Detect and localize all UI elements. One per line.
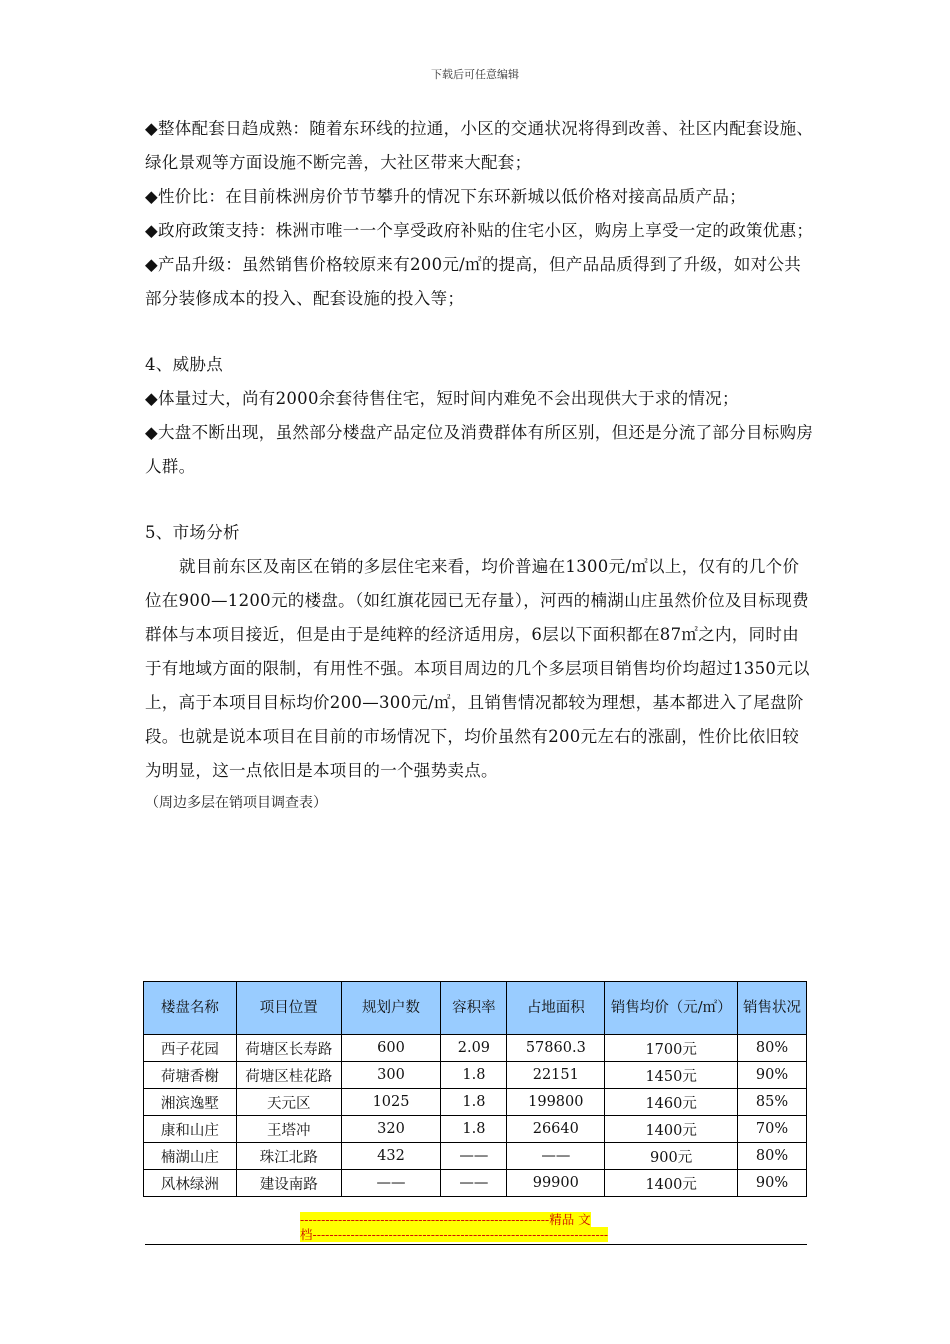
page-header: 下载后可任意编辑: [431, 68, 519, 81]
table-cell: 珠江北路: [236, 1143, 341, 1170]
table-cell: 1400元: [605, 1170, 738, 1197]
table-cell: 西子花园: [144, 1035, 237, 1062]
spacer: [145, 484, 815, 516]
table-row: [144, 1116, 807, 1143]
table-row: [144, 1035, 807, 1062]
table-row: [144, 1062, 807, 1089]
table-cell: 90%: [738, 1062, 807, 1089]
table-cell: 王塔冲: [236, 1116, 341, 1143]
table-cell: 1450元: [605, 1062, 738, 1089]
document-body: [145, 112, 815, 816]
table-cell: ——: [507, 1143, 605, 1170]
column-header-name: 楼盘名称: [144, 982, 237, 1035]
table-row: [144, 1089, 807, 1116]
table-cell: 80%: [738, 1143, 807, 1170]
table-cell: 90%: [738, 1170, 807, 1197]
table-cell: 320: [341, 1116, 441, 1143]
table-row: [144, 1170, 807, 1197]
table-cell: 26640: [507, 1116, 605, 1143]
table-cell: 1400元: [605, 1116, 738, 1143]
table-cell: 1460元: [605, 1089, 738, 1116]
table-cell: 900元: [605, 1143, 738, 1170]
table-cell: 70%: [738, 1116, 807, 1143]
table-cell: 建设南路: [236, 1170, 341, 1197]
column-header-avg-price: 销售均价（元/㎡）: [605, 982, 738, 1035]
spacer: [145, 316, 815, 348]
column-header-location: 项目位置: [236, 982, 341, 1035]
table-cell: 199800: [507, 1089, 605, 1116]
table-cell: 康和山庄: [144, 1116, 237, 1143]
table-cell: 2.09: [441, 1035, 507, 1062]
table-caption: （周边多层在销项目调查表）: [145, 795, 327, 811]
table-cell: 600: [341, 1035, 441, 1062]
table-cell: 湘滨逸墅: [144, 1089, 237, 1116]
table-cell: 85%: [738, 1089, 807, 1116]
table-cell: ——: [441, 1170, 507, 1197]
footer-note-line2: 档----------------------------------------------------------------------: [300, 1227, 609, 1242]
table-cell: 80%: [738, 1035, 807, 1062]
table-cell: 57860.3: [507, 1035, 605, 1062]
table-cell: 楠湖山庄: [144, 1143, 237, 1170]
survey-table: [143, 981, 807, 1197]
table-header-row: [144, 982, 807, 1035]
table-cell: ——: [441, 1143, 507, 1170]
column-header-households: 规划户数: [341, 982, 441, 1035]
paragraph-policy-support: ◆政府政策支持：株洲市唯一一个享受政府补贴的住宅小区，购房上享受一定的政策优惠；: [145, 221, 814, 240]
table-cell: 荷塘区桂花路: [236, 1062, 341, 1089]
table-cell: 22151: [507, 1062, 605, 1089]
table-cell: 天元区: [236, 1089, 341, 1116]
section-heading-threats: 4、威胁点: [145, 355, 223, 374]
table-cell: 99900: [507, 1170, 605, 1197]
table-cell: 300: [341, 1062, 441, 1089]
table-row: [144, 1143, 807, 1170]
table-cell: 1025: [341, 1089, 441, 1116]
table-cell: 荷塘香榭: [144, 1062, 237, 1089]
table-cell: 1700元: [605, 1035, 738, 1062]
column-header-sales-status: 销售状况: [738, 982, 807, 1035]
market-analysis-text: 就目前东区及南区在销的多层住宅来看，均价普遍在1300元/㎡以上，仅有的几个价位在900—1200元的楼盘。（如红旗花园已无存量），河西的楠湖山庄虽然价位及目标现费群体与本项目接近，但是由于是纯粹的经济适用房，6层以下面积都在87㎡之内，同时由于有地域方面的限制，有用性不强。本项目周边的几个多层项目销售均价均超过1350元以上，高于本项目目标均价200—300元/㎡，且销售情况都较为理想，基本都进入了尾盘阶段。也就是说本项目在目前的市场情况下，均价虽然有200元左右的涨副，性价比依旧较为明显，这一点依旧是本项目的一个强势卖点。: [145, 557, 810, 780]
column-header-land-area: 占地面积: [507, 982, 605, 1035]
paragraph-supporting-facilities: ◆整体配套日趋成熟：随着东环线的拉通，小区的交通状况将得到改善、社区内配套设施、绿化景观等方面设施不断完善，大社区带来大配套；: [145, 119, 814, 172]
table-cell: 1.8: [441, 1062, 507, 1089]
footer-divider: [145, 1244, 807, 1245]
table-cell: 432: [341, 1143, 441, 1170]
table-cell: 荷塘区长寿路: [236, 1035, 341, 1062]
table-cell: 1.8: [441, 1116, 507, 1143]
column-header-plot-ratio: 容积率: [441, 982, 507, 1035]
section-heading-market: 5、市场分析: [145, 523, 240, 542]
footer-watermark-note: [300, 1212, 650, 1242]
paragraph-value-for-money: ◆性价比：在目前株洲房价节节攀升的情况下东环新城以低价格对接高品质产品；: [145, 187, 746, 206]
paragraph-product-upgrade: ◆产品升级：虽然销售价格较原来有200元/㎡的提高，但产品品质得到了升级，如对公共部分装修成本的投入、配套设施的投入等；: [145, 255, 802, 308]
threat-item: ◆体量过大，尚有2000余套待售住宅，短时间内难免不会出现供大于求的情况；: [145, 389, 739, 408]
table-cell: ——: [341, 1170, 441, 1197]
footer-note-line1: -----------------------------------------------------------精品 文: [300, 1212, 591, 1227]
table-cell: 风林绿洲: [144, 1170, 237, 1197]
table-cell: 1.8: [441, 1089, 507, 1116]
threat-item: ◆大盘不断出现，虽然部分楼盘产品定位及消费群体有所区别，但还是分流了部分目标购房人群。: [145, 423, 814, 476]
